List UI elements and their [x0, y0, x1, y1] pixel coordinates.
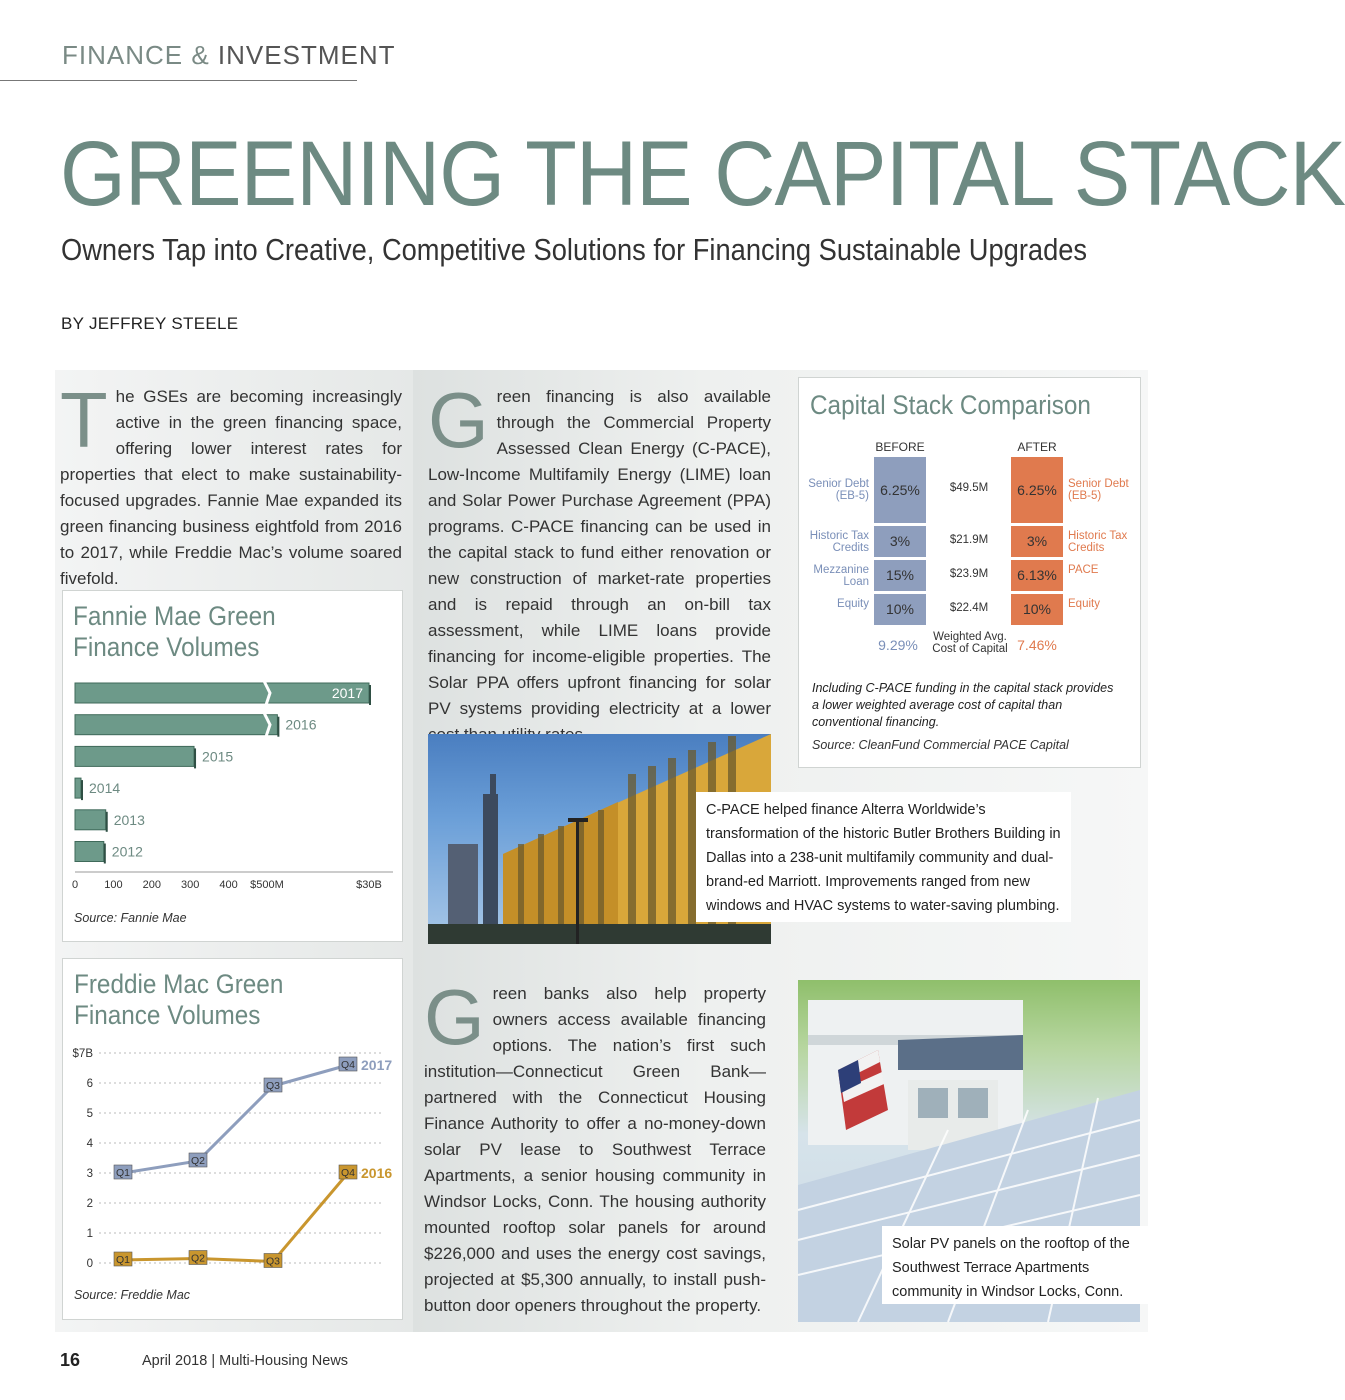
before-cell: 15%: [874, 560, 926, 591]
x-tick-label: $30B: [356, 879, 382, 891]
capital-stack-source: Source: CleanFund Commercial PACE Capital: [812, 738, 1069, 752]
drop-cap: G: [424, 973, 485, 1061]
y-tick-label: $7B: [72, 1048, 93, 1060]
before-row-label: Senior Debt (EB-5): [808, 478, 869, 502]
point-label: Q1: [115, 1167, 131, 1179]
amount-cell: $49.5M: [949, 482, 989, 494]
y-tick-label: 5: [86, 1108, 93, 1120]
y-tick-label: 6: [86, 1078, 93, 1090]
article-title: GREENING THE CAPITAL STACK: [60, 123, 1345, 225]
point-label: Q3: [265, 1080, 281, 1092]
after-row-label: PACE: [1068, 563, 1099, 576]
column2-text: reen financing is also available through the Commercial Property Assessed Clean Energy (C-PACE), Low-Income Multifamily Energy (LIME) loan and Solar Power Purchase Agreement (PPA) programs. C-PACE financing can be used in the capital stack to fund either renovation or new construction of market-rate properties and is repaid through an on-bill tax assessment, while LIME loans provide financing for income-eligible properties. The Solar PPA offers upfront financing for solar PV systems providing electricity at a lower: [428, 387, 771, 718]
x-tick-label: $500M: [250, 879, 284, 891]
before-cell: 6.25%: [874, 457, 926, 523]
intro-text: he GSEs are becoming increasingly active in the green financing space, offering lower interest rates for properties that elect to make sustainability-focused upgrades. Fannie Mae expanded its green financing business eightfold from 2016 to 2017, while Freddie Mac’s volume soared fivefold.: [60, 387, 402, 588]
amount-cell: $22.4M: [949, 601, 989, 614]
fannie-mae-chart-panel: [62, 590, 403, 942]
freddie-chart-title: Freddie Mac Green Finance Volumes: [74, 969, 284, 1030]
x-tick-label: 200: [142, 879, 161, 891]
point-label: Q4: [340, 1059, 356, 1071]
series-line-2017: [123, 1065, 348, 1173]
x-tick-label: 300: [181, 879, 200, 891]
capital-stack-note: Including C-PACE funding in the capital stack provides a lower weighted average cost of capital than conventional financing.: [812, 681, 1114, 729]
y-tick-label: 3: [86, 1168, 93, 1180]
before-row-label: Historic Tax Credits: [809, 529, 869, 554]
series-line-2016: [123, 1173, 348, 1262]
y-tick-label: 0: [86, 1258, 93, 1270]
after-cell: 3%: [1011, 526, 1063, 557]
after-cell: 6.13%: [1011, 560, 1063, 591]
bar-shadow-2013: [106, 812, 108, 832]
column2-paragraph: [428, 376, 771, 748]
after-row-label: Senior Debt (EB-5): [1068, 478, 1129, 502]
bar-2014: [75, 778, 81, 798]
after-row-label: Historic Tax Credits: [1068, 529, 1128, 554]
amount-cell: $21.9M: [949, 533, 989, 546]
bar-shadow-2017: [369, 685, 371, 705]
bar-label-2017: 2017: [331, 685, 363, 701]
wacc-before: 9.29%: [878, 637, 918, 653]
bar-label-2014: 2014: [89, 780, 121, 797]
bar-shadow-2012: [104, 844, 106, 864]
bar-2013: [75, 810, 106, 830]
y-tick-label: 2: [86, 1198, 93, 1210]
byline: BY JEFFREY STEELE: [61, 314, 239, 333]
amount-cell: $23.9M: [949, 567, 989, 580]
bar-label-2016: 2016: [285, 716, 317, 733]
bar-2015: [75, 746, 194, 766]
capital-stack-title: Capital Stack Comparison: [810, 390, 1091, 420]
point-label: Q1: [115, 1254, 131, 1266]
bar-label-2015: 2015: [202, 748, 234, 765]
page-number: 16: [60, 1350, 81, 1370]
freddie-chart-svg: [63, 959, 402, 1319]
section-label: [62, 40, 396, 71]
wacc-after: 7.46%: [1017, 637, 1057, 653]
photo1-caption: C-PACE helped finance Alterra Worldwide’s transformation of the historic Butler Brothers Building in Dallas into a 238-unit multifamily community and dual-brand-ed Marriott. Improvements ranged from new windows and HVAC systems to water-saving plumbing.: [696, 792, 1071, 922]
series-name-2017: 2017: [361, 1057, 393, 1073]
bar-2012: [75, 842, 104, 862]
bar-label-2012: 2012: [111, 843, 143, 860]
after-row-label: Equity: [1068, 597, 1100, 610]
drop-cap: G: [428, 376, 489, 464]
before-cell: 10%: [874, 594, 926, 625]
point-label: Q2: [190, 1252, 206, 1265]
freddie-mac-chart-panel: [62, 958, 403, 1320]
bar-2017: [75, 683, 369, 703]
after-cell: 6.25%: [1011, 457, 1063, 523]
x-tick-label: 0: [71, 879, 79, 891]
before-row-label: Mezzanine Loan: [813, 563, 869, 588]
fannie-chart-svg: [63, 591, 402, 941]
column3-text: reen banks also help property owners access available financing options. The nation’s first such institution—Connecticut Green Bank—partnered with the Connecticut Housing Finance Authority to offer a no-money-down solar PV lease to Southwest Terrace Apartments, a senior housing community in Windsor Locks, Conn. The housing authority mounted rooftop solar panels for around $226,000 and uses the energy cost savings, projected at $5,300 annually, to install push-button door openers throughout the property.: [424, 984, 766, 1315]
point-label: Q2: [190, 1155, 206, 1167]
before-row-label: Equity: [837, 597, 869, 610]
section-label-light: FINANCE &: [62, 40, 210, 70]
bar-label-2013: 2013: [113, 811, 145, 828]
footer-text: April 2018 | Multi-Housing News: [142, 1353, 349, 1369]
bar-shadow-2014: [81, 780, 83, 800]
before-cell: 3%: [874, 526, 926, 557]
bar-shadow-2015: [194, 748, 196, 768]
fannie-chart-title: Fannie Mae Green Finance Volumes: [73, 601, 276, 662]
fannie-source: Source: Fannie Mae: [74, 911, 187, 925]
drop-cap: T: [60, 376, 108, 464]
article-subtitle: Owners Tap into Creative, Competitive Solutions for Financing Sustainable Upgrades: [61, 232, 1088, 267]
bar-shadow-2016: [277, 717, 279, 737]
bar-2016: [75, 715, 277, 735]
y-tick-label: 1: [86, 1228, 93, 1240]
point-label: Q3: [265, 1255, 281, 1268]
series-name-2016: 2016: [361, 1165, 393, 1181]
column3-paragraph: [424, 973, 766, 1319]
y-tick-label: 4: [86, 1138, 93, 1150]
photo2-caption: Solar PV panels on the rooftop of the Southwest Terrace Apartments community in Windsor Locks, Conn.: [882, 1226, 1148, 1304]
after-label: AFTER: [1017, 440, 1057, 454]
section-label-dark: INVESTMENT: [217, 40, 396, 70]
x-tick-label: 100: [104, 879, 123, 891]
freddie-source: Source: Freddie Mac: [74, 1288, 191, 1302]
before-label: BEFORE: [875, 440, 925, 454]
point-label: Q4: [340, 1167, 356, 1179]
after-cell: 10%: [1011, 594, 1063, 625]
wacc-label: Weighted Avg. Cost of Capital: [932, 631, 1008, 655]
section-rule: [0, 80, 357, 81]
x-tick-label: 400: [219, 879, 238, 891]
capital-stack-panel: [798, 377, 1141, 768]
intro-paragraph: [60, 376, 402, 592]
